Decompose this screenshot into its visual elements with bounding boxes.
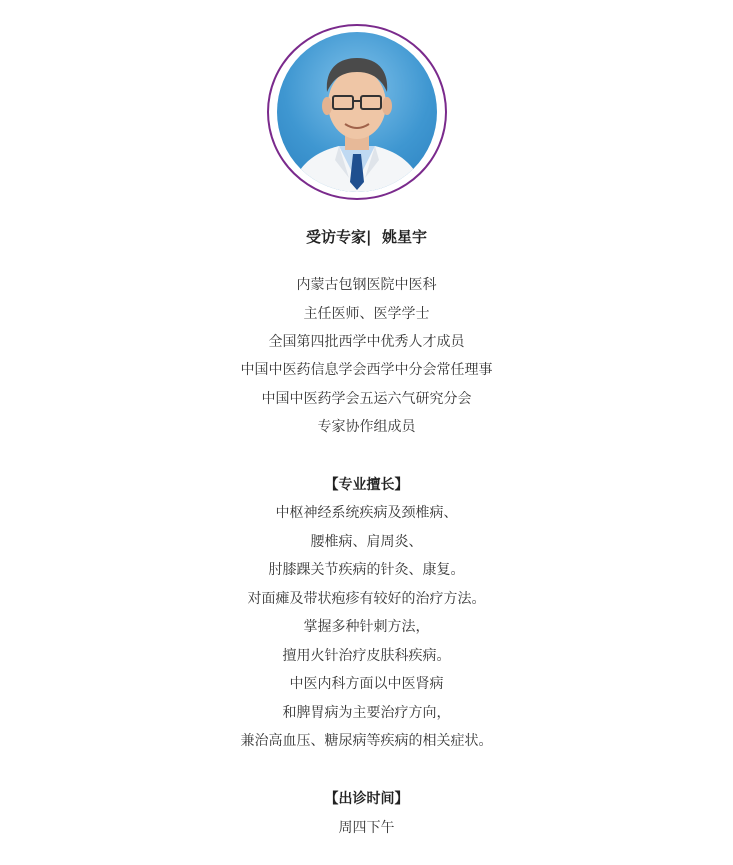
expert-title [0,227,733,247]
specialty-line: 擅用火针治疗皮肤科疾病。 [282,648,451,664]
credential-line: 内蒙古包钢医院中医科 [296,277,437,293]
specialty-heading: 【专业擅长】 [324,477,409,493]
expert-title-label: 受访专家| [306,228,372,246]
specialty-line: 和脾胃病为主要治疗方向， [282,705,451,721]
expert-photo [277,32,437,192]
specialty-line: 肘膝踝关节疾病的针灸、康复。 [268,562,465,578]
specialty-line: 对面瘫及带状疱疹有较好的治疗方法。 [247,591,486,607]
credential-line: 中国中医药学会五运六气研究分会 [261,391,472,407]
credential-line: 中国中医药信息学会西学中分会常任理事 [240,362,493,378]
credential-line: 专家协作组成员 [317,419,416,435]
clinic-time-heading: 【出诊时间】 [324,791,409,807]
specialty-line: 中医内科方面以中医肾病 [289,676,444,692]
specialty-line: 腰椎病、肩周炎、 [310,534,423,550]
specialty-line: 掌握多种针刺方法， [303,619,430,635]
specialty-line: 中枢神经系统疾病及颈椎病、 [275,505,458,521]
expert-name: 姚星宇 [381,228,427,246]
credential-line: 全国第四批西学中优秀人才成员 [268,334,465,350]
clinic-time-value: 周四下午 [338,820,395,836]
doctor-portrait-icon [277,32,437,192]
credential-line: 主任医师、医学学士 [303,306,430,322]
specialty-line: 兼治高血压、糖尿病等疾病的相关症状。 [240,733,493,749]
